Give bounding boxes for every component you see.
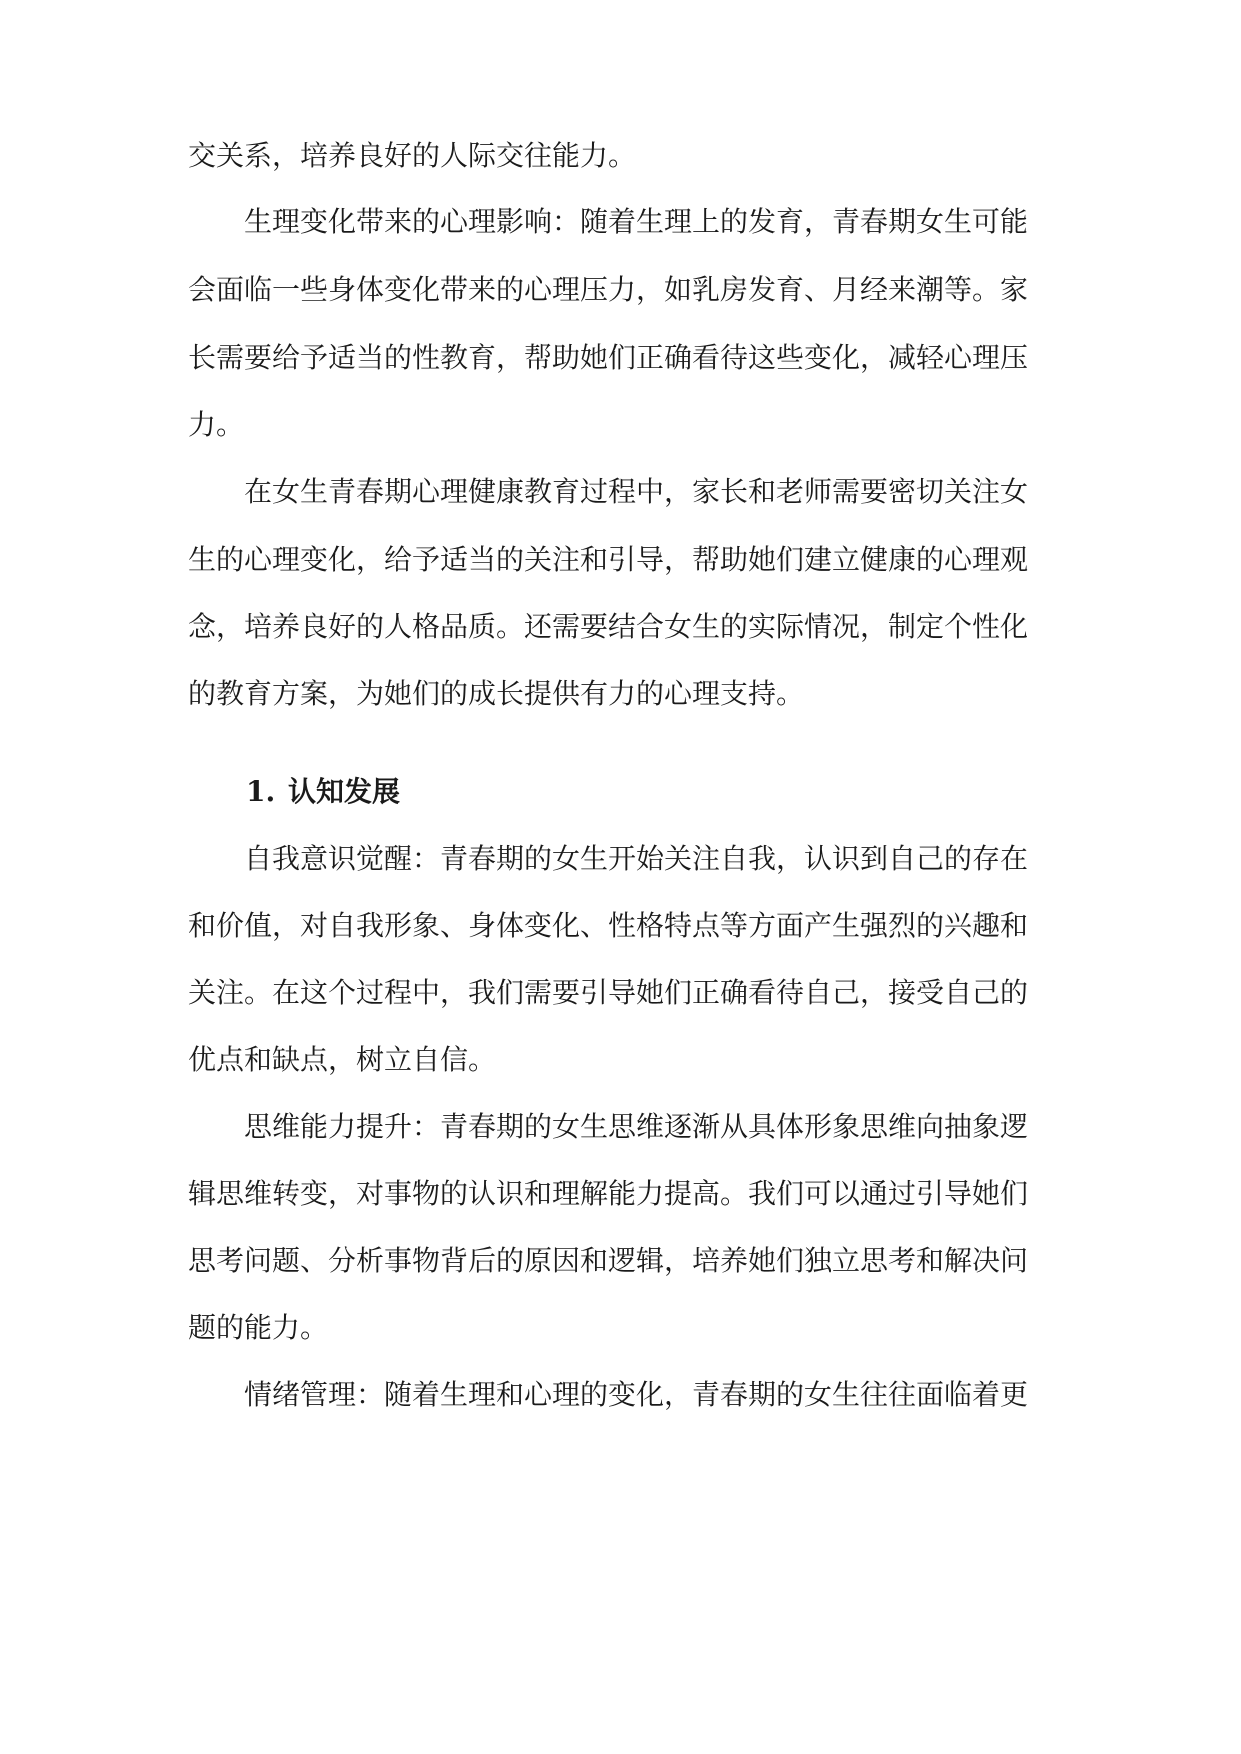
- paragraph-line: 的教育方案，为她们的成长提供有力的心理支持。: [188, 677, 805, 710]
- paragraph-line: 生理变化带来的心理影响：随着生理上的发育，青春期女生可能: [188, 205, 1029, 238]
- paragraph-line: 辑思维转变，对事物的认识和理解能力提高。我们可以通过引导她们: [188, 1177, 1029, 1210]
- paragraph-line: 念，培养良好的人格品质。还需要结合女生的实际情况，制定个性化: [188, 610, 1029, 643]
- section-title: 认知发展: [288, 775, 401, 808]
- paragraph-line: 关注。在这个过程中，我们需要引导她们正确看待自己，接受自己的: [188, 976, 1029, 1009]
- paragraph-line: 力。: [188, 408, 245, 441]
- paragraph-line: 思维能力提升：青春期的女生思维逐渐从具体形象思维向抽象逻: [188, 1110, 1029, 1143]
- paragraph-line: 优点和缺点，树立自信。: [188, 1043, 497, 1076]
- paragraph-line: 会面临一些身体变化带来的心理压力，如乳房发育、月经来潮等。家: [188, 273, 1029, 306]
- paragraph-line: 交关系，培养良好的人际交往能力。: [188, 139, 637, 172]
- paragraph-line: 生的心理变化，给予适当的关注和引导，帮助她们建立健康的心理观: [188, 543, 1029, 576]
- paragraph-line: 在女生青春期心理健康教育过程中，家长和老师需要密切关注女: [188, 475, 1029, 508]
- paragraph-line: 自我意识觉醒：青春期的女生开始关注自我，认识到自己的存在: [188, 842, 1029, 875]
- section-number: 1.: [246, 775, 276, 808]
- section-heading: [246, 772, 400, 812]
- paragraph-line: 情绪管理：随着生理和心理的变化，青春期的女生往往面临着更: [188, 1378, 1029, 1411]
- paragraph-line: 长需要给予适当的性教育，帮助她们正确看待这些变化，减轻心理压: [188, 341, 1029, 374]
- paragraph-line: 思考问题、分析事物背后的原因和逻辑，培养她们独立思考和解决问: [188, 1244, 1029, 1277]
- paragraph-line: 题的能力。: [188, 1311, 329, 1344]
- paragraph-line: 和价值，对自我形象、身体变化、性格特点等方面产生强烈的兴趣和: [188, 909, 1029, 942]
